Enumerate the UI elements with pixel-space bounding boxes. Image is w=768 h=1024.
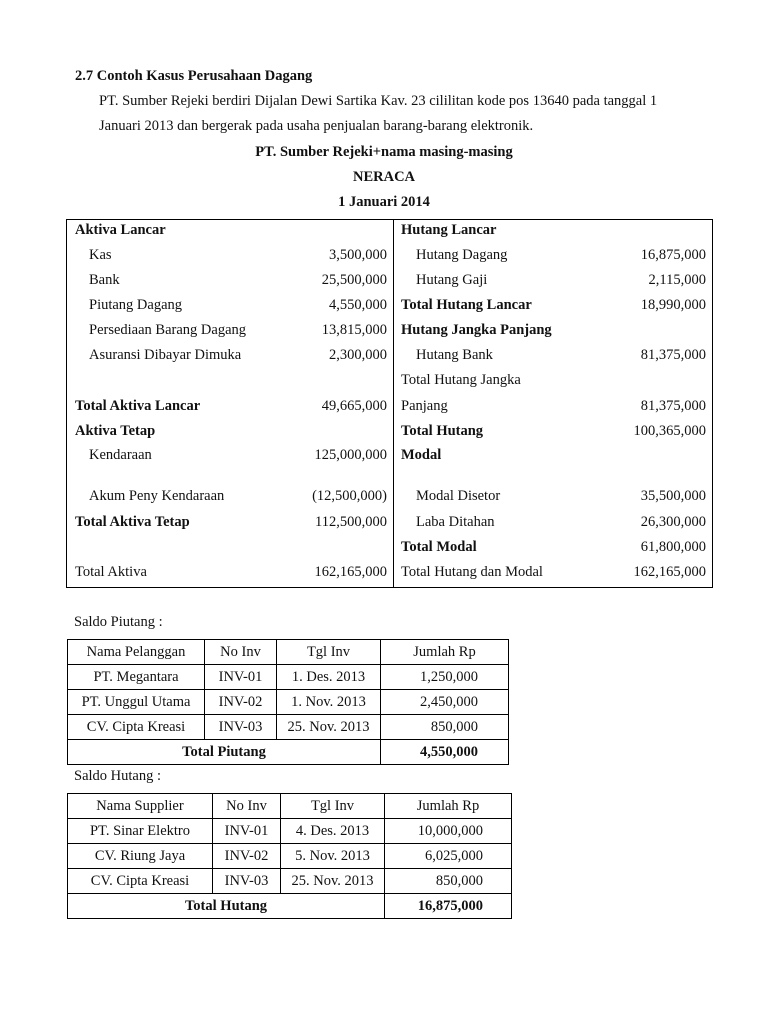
- balance-sheet-divider: [393, 220, 394, 587]
- table-header-row: [68, 794, 512, 819]
- table-cell: CV. Riung Jaya: [68, 844, 213, 869]
- row-amount: 162,165,000: [633, 564, 706, 580]
- table-header-cell: Nama Supplier: [68, 794, 213, 819]
- row-amount: 25,500,000: [321, 272, 387, 288]
- row-amount: 3,500,000: [329, 247, 387, 263]
- balance-row: [75, 486, 387, 506]
- total-label: Total Piutang: [68, 740, 381, 765]
- statement-title: NERACA: [352, 169, 416, 185]
- row-label: Kendaraan: [89, 447, 152, 463]
- balance-row: [75, 445, 387, 465]
- row-label: Kas: [89, 247, 112, 263]
- balance-row: [401, 320, 706, 340]
- table-total-row: [68, 740, 509, 765]
- row-amount: 112,500,000: [315, 514, 387, 530]
- table-header-cell: Jumlah Rp: [385, 794, 512, 819]
- table-header-cell: No Inv: [213, 794, 281, 819]
- row-amount: 81,375,000: [640, 398, 706, 414]
- table-cell: CV. Cipta Kreasi: [68, 715, 205, 740]
- table-row: [68, 869, 512, 894]
- row-amount: 100,365,000: [633, 423, 706, 439]
- row-label: Hutang Dagang: [416, 247, 508, 263]
- row-label: Hutang Lancar: [401, 222, 497, 238]
- row-label: Persediaan Barang Dagang: [89, 322, 247, 338]
- table-cell: PT. Unggul Utama: [68, 690, 205, 715]
- row-label: Bank: [89, 272, 120, 288]
- table-total-row: [68, 894, 512, 919]
- hutang-table: [67, 793, 512, 919]
- statement-date: 1 Januari 2014: [338, 194, 430, 210]
- row-label: Total Modal: [401, 539, 477, 555]
- table-cell: INV-02: [205, 690, 277, 715]
- company-name: PT. Sumber Rejeki+nama masing-masing: [255, 144, 513, 160]
- balance-row: [401, 421, 706, 441]
- balance-row: [75, 562, 387, 582]
- row-label: Panjang: [401, 398, 448, 414]
- table-header-cell: Jumlah Rp: [381, 640, 509, 665]
- table-row: [68, 690, 509, 715]
- table-cell: 1. Des. 2013: [277, 665, 381, 690]
- row-label: Total Hutang Jangka: [401, 372, 521, 388]
- table-row: [68, 715, 509, 740]
- balance-row: [75, 245, 387, 265]
- row-amount: 2,115,000: [648, 272, 706, 288]
- balance-row: [401, 345, 706, 365]
- row-amount: 26,300,000: [640, 514, 706, 530]
- piutang-caption: Saldo Piutang :: [74, 614, 163, 630]
- row-label: Total Aktiva: [75, 564, 147, 580]
- row-label: Piutang Dagang: [89, 297, 183, 313]
- table-row: [68, 665, 509, 690]
- balance-row: [401, 220, 706, 240]
- table-cell: INV-01: [205, 665, 277, 690]
- balance-row: [401, 270, 706, 290]
- table-header-cell: Tgl Inv: [281, 794, 385, 819]
- table-cell: 4. Des. 2013: [281, 819, 385, 844]
- table-header-cell: Nama Pelanggan: [68, 640, 205, 665]
- total-value: 4,550,000: [381, 740, 509, 765]
- balance-row: [75, 345, 387, 365]
- balance-row: [401, 445, 706, 465]
- row-amount: (12,500,000): [312, 488, 387, 504]
- row-amount: 125,000,000: [314, 447, 387, 463]
- row-amount: 4,550,000: [329, 297, 387, 313]
- table-cell: 25. Nov. 2013: [281, 869, 385, 894]
- section-heading: 2.7 Contoh Kasus Perusahaan Dagang: [75, 68, 313, 84]
- table-header-cell: Tgl Inv: [277, 640, 381, 665]
- balance-row: [75, 512, 387, 532]
- table-cell: 5. Nov. 2013: [281, 844, 385, 869]
- balance-row: [75, 396, 387, 416]
- table-cell: 25. Nov. 2013: [277, 715, 381, 740]
- row-label: Total Hutang dan Modal: [401, 564, 543, 580]
- row-label: Total Hutang: [401, 423, 484, 439]
- table-cell: INV-02: [213, 844, 281, 869]
- row-amount: 81,375,000: [640, 347, 706, 363]
- hutang-caption: Saldo Hutang :: [74, 768, 161, 784]
- balance-row: [75, 220, 387, 240]
- row-label: Hutang Jangka Panjang: [401, 322, 552, 338]
- table-header-cell: No Inv: [205, 640, 277, 665]
- table-cell: CV. Cipta Kreasi: [68, 869, 213, 894]
- table-cell: 10,000,000: [385, 819, 512, 844]
- balance-row: [75, 421, 387, 441]
- intro-paragraph-line-2: Januari 2013 dan bergerak pada usaha penjualan barang-barang elektronik.: [99, 118, 534, 134]
- row-amount: 2,300,000: [329, 347, 387, 363]
- row-label: Hutang Bank: [416, 347, 493, 363]
- table-cell: 2,450,000: [381, 690, 509, 715]
- row-label: Hutang Gaji: [416, 272, 488, 288]
- total-label: Total Hutang: [68, 894, 385, 919]
- table-cell: INV-03: [205, 715, 277, 740]
- balance-row: [401, 486, 706, 506]
- table-cell: PT. Sinar Elektro: [68, 819, 213, 844]
- row-label: Total Aktiva Lancar: [75, 398, 201, 414]
- balance-row: [401, 370, 706, 390]
- table-cell: 850,000: [385, 869, 512, 894]
- balance-row: [401, 562, 706, 582]
- row-label: Akum Peny Kendaraan: [89, 488, 225, 504]
- row-amount: 18,990,000: [640, 297, 706, 313]
- balance-row: [401, 245, 706, 265]
- row-label: Total Aktiva Tetap: [75, 514, 190, 530]
- row-amount: 16,875,000: [640, 247, 706, 263]
- table-cell: INV-01: [213, 819, 281, 844]
- balance-row: [75, 270, 387, 290]
- row-amount: 162,165,000: [314, 564, 387, 580]
- row-amount: 35,500,000: [640, 488, 706, 504]
- intro-paragraph-line-1: PT. Sumber Rejeki berdiri Dijalan Dewi Sartika Kav. 23 cililitan kode pos 13640 pada tanggal 1: [99, 93, 658, 109]
- row-amount: 13,815,000: [321, 322, 387, 338]
- balance-row: [75, 295, 387, 315]
- balance-row: [401, 512, 706, 532]
- table-cell: PT. Megantara: [68, 665, 205, 690]
- table-header-row: [68, 640, 509, 665]
- table-row: [68, 819, 512, 844]
- table-cell: INV-03: [213, 869, 281, 894]
- balance-row: [75, 320, 387, 340]
- row-amount: 49,665,000: [321, 398, 387, 414]
- table-row: [68, 844, 512, 869]
- row-label: Total Hutang Lancar: [401, 297, 532, 313]
- row-label: Asuransi Dibayar Dimuka: [89, 347, 242, 363]
- table-cell: 6,025,000: [385, 844, 512, 869]
- row-label: Aktiva Lancar: [75, 222, 166, 238]
- total-value: 16,875,000: [385, 894, 512, 919]
- table-cell: 1,250,000: [381, 665, 509, 690]
- table-cell: 1. Nov. 2013: [277, 690, 381, 715]
- balance-row: [401, 396, 706, 416]
- balance-sheet: [66, 219, 713, 588]
- table-cell: 850,000: [381, 715, 509, 740]
- row-label: Aktiva Tetap: [75, 423, 156, 439]
- piutang-table: [67, 639, 509, 765]
- row-label: Modal: [401, 447, 442, 463]
- row-label: Modal Disetor: [416, 488, 501, 504]
- balance-row: [401, 537, 706, 557]
- row-label: Laba Ditahan: [416, 514, 495, 530]
- row-amount: 61,800,000: [640, 539, 706, 555]
- balance-row: [401, 295, 706, 315]
